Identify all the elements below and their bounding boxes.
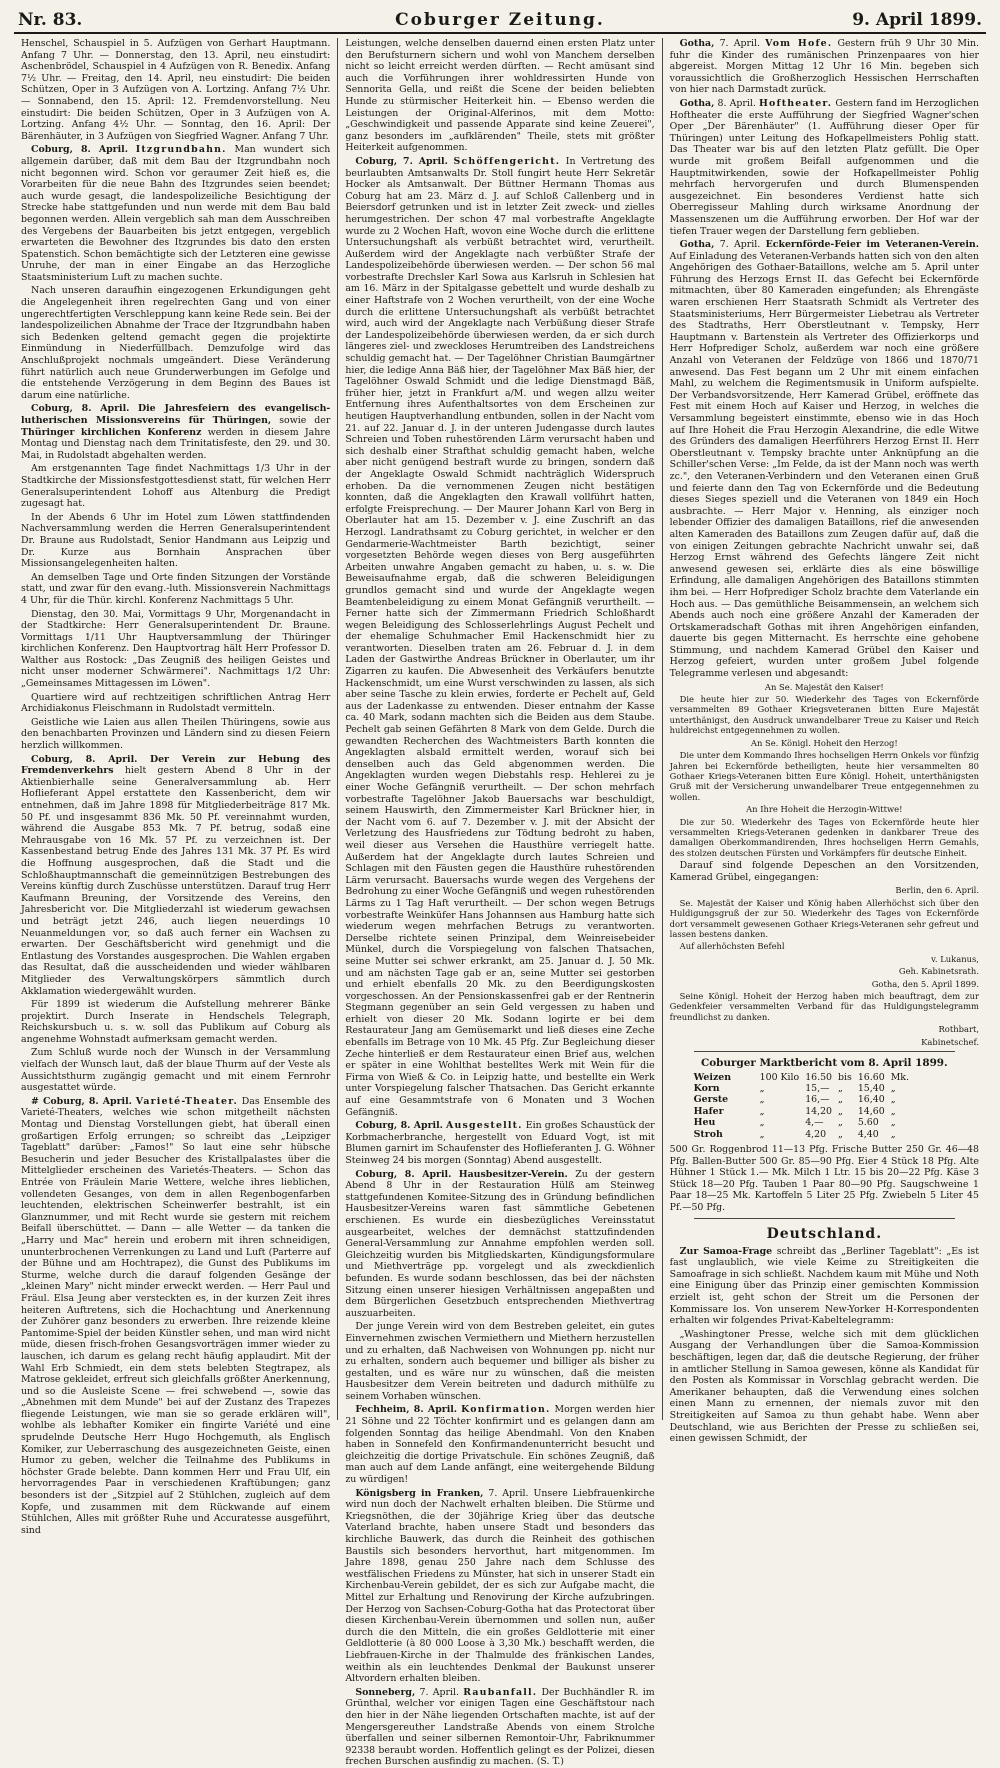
market-table <box>694 1072 915 1140</box>
article-source: (S. T.) <box>536 1756 564 1768</box>
market-cell: 4,— <box>805 1117 824 1129</box>
article-body: Morgen werden hier 21 Söhne und 22 Töchter konfirmirt und es gelangen dann am folgenden Sonntag das heilige Abendmahl. Von den Knaben haben in Sonnefeld den Konfirmandenunterricht besucht und gleichzeitig die dortige Privatschule. Ein schönes Zeugniß, daß man auch auf dem Lande anfängt, eine weitergehende Bildung zu würdigen! <box>345 1404 655 1486</box>
article-variete <box>21 1096 330 1537</box>
dateline: Coburg, 8. April. <box>31 403 130 415</box>
dispatch-signature: v. Lukanus, <box>931 953 979 964</box>
market-cell: „ <box>838 1117 843 1129</box>
article-body: Ein großes Schaustück der Korbmacherbranche, hergestellt von Eduard Vogt, ist mit Blumen garnirt im Schaufenster des Hoflieferanten J. G. Wöhner Steinweg 24 bis morgen (Sonntag) Abend ausgestellt. <box>345 1120 655 1166</box>
article-paragraph: Dienstag, den 30. Mai, Vormittags 9 Uhr, Morgenandacht in der Stadtkirche: Herr Generalsuperintendent Dr. Braune. Vormittags 1/11 Uhr Hauptversammlung der Thüringer kirchlichen Konferenz. Den Hauptvortrag hält Herr Professor D. Walther aus Rostock: „Das Zeugniß des heiligen Geistes und nicht unser moderner Schwärmerei". Nachmittags 1/2 Uhr: „Gemeinsames Mittagessen im Löwen". <box>21 608 331 690</box>
dateline: # Coburg, 8. April. <box>31 1095 132 1107</box>
market-cell: „ <box>759 1094 765 1106</box>
market-cell: 15,— <box>805 1083 830 1095</box>
dateline: Coburg, 8. April. <box>31 753 138 765</box>
market-cell: „ <box>759 1083 765 1095</box>
market-row <box>694 1094 915 1105</box>
article-fechheim <box>345 1404 654 1485</box>
newspaper-title: Coburger Zeitung. <box>395 10 605 30</box>
dispatch-signature-title: Geh. Kabinetsrath. <box>898 966 979 977</box>
dateline: Coburg, 8. April. <box>31 144 128 156</box>
dispatch-place: Berlin, den 6. April. <box>895 885 979 896</box>
article-variete-continued: Leistungen, welche denselben dauernd einen ersten Platz unter den Berufsturnern sichern und wohl von Manchem derselben nicht so leicht erreicht werden dürften. — Recht amüsant sind auch die Vorführungen ihrer wohldressirten Hunde von Sennorita Gella, und reißt die Scene der beiden beliebten Hunde zu stürmischer Heiterkeit hin. — Ebenso werden die Leistungen der Original-Alferinos, mit dem Motto: „Geschwindigkeit und passende Apparate sind keine Zeuerei", ganz besonders im „aufklärenden" Theile, stets mit größter Heiterkeit aufgenommen. <box>345 38 655 154</box>
article-paragraph: Am erstgenannten Tage findet Nachmittags 1/3 Uhr in der Stadtkirche der Missionsfestgottesdienst statt, für welchen Herr Generalsuperintendent Lohoff aus Altenburg die Predigt zugesagt hat. <box>21 463 331 510</box>
article-body: Gestern fand im Herzoglichen Hoftheater die erste Aufführung der Siegfried Wagner'schen Oper „Der Bärenhäuter" (1. Aufführung dieser Oper für Thüringen) unter Leitung des Hofkapellmeisters Pohlig statt. Das Theater war bis auf den letzten Platz gefüllt. Die Oper wurde mit großem Beifall aufgenommen und die Hauptmitwirkenden, sowie der Hofkapellmeister Pohlig mehrfach hervorgerufen und durch Blumenspenden ausgezeichnet. Ein besonderes Verdienst hatte sich Oberregisseur Mahling durch wirksame Anordnung der Massenszenen um die Aufführung erworben. Der Hof war der tiefen Trauer wegen der Darstellung fern geblieben. <box>669 97 980 237</box>
article-paragraph: Zum Schluß wurde noch der Wunsch in der Versammlung vielfach der Wunsch laut, daß der blaue Thurm auf der Veste als Aussichtsthurm zugängig gemacht und mit einem Fernrohr ausgestattet würde. <box>21 1047 331 1094</box>
market-cell: „ <box>890 1105 896 1117</box>
market-commodity: Weizen <box>693 1071 732 1083</box>
market-report-text: 500 Gr. Roggenbrod 11—13 Pfg. Frische Butter 250 Gr. 46—48 Pfg. Ballen-Butter 500 Gr. 85—90 Pfg. Eier 4 Stück 18 Pfg. Alte Hühner 1 Stück 1.— Mk. Milch 1 Ltr. 15 bis 20—22 Pfg. Käse 3 Stück 18—20 Pfg. Tauben 1 Paar 80—90 Pfg. Saugschweine 1 Paar 18—25 Mk. Kartoffeln 5 Liter 25 Pfg. Zwiebeln 5 Liter 45 Pf.—50 Pfg. <box>669 1144 979 1214</box>
telegram-recipient: An Se. Königl. Hoheit den Herzog! <box>750 737 898 748</box>
market-row <box>694 1129 915 1140</box>
market-row <box>694 1083 915 1094</box>
article-hoftheater <box>670 98 979 237</box>
headline: Raubanfall. <box>463 1686 538 1698</box>
article-ausgestellt <box>345 1120 654 1166</box>
market-cell: „ <box>759 1105 765 1117</box>
headline: Varieté-Theater. <box>135 1095 238 1107</box>
article-samoa <box>670 1246 979 1327</box>
market-cell: 100 Kilo <box>759 1071 800 1083</box>
market-cell: 16,40 <box>857 1094 885 1106</box>
issue-date: 9. April 1899. <box>852 10 982 30</box>
market-cell: „ <box>890 1083 896 1095</box>
telegram-text: Die heute hier zur 50. Wiederkehr des Tages von Eckernförde versammelten 89 Gothaer Kriegsveteranen bitten Eure Majestät unterthänigst, den Ausdruck unwandelbarer Treue zu Kaiser und Reich huldreichst entgegennehmen zu wollen. <box>669 694 979 736</box>
article-paragraph: Quartiere wird auf rechtzeitigen schriftlichen Antrag Herr Archidiakonus Fleischmann in Rudolstadt vermitteln. <box>21 691 331 715</box>
dispatch-place: Gotha, den 5. April 1899. <box>871 978 979 989</box>
article-paragraph: An demselben Tage und Orte finden Sitzungen der Vorstände statt, und zwar für den evang.-luth. Missionsverein Nachmittags 4 Uhr, für die Thür. kirchl. Konferenz Nachmittags 5 Uhr. <box>21 571 331 606</box>
article-paragraph: Der junge Verein wird von dem Bestreben geleitet, ein gutes Einvernehmen zwischen Vermiethern und Miethern herzustellen und zu erhalten, daß Nachweisen von Wohnungen pp. nicht nur zu erhalten, sondern auch bequemer und billiger als bisher zu gestalten, und es wäre nur zu wünschen, daß die meisten Hausbesitzer dem Verein beitreten und dadurch mithülfe zu seinem Vorhaben wünschen. <box>345 1321 655 1402</box>
market-cell: „ <box>890 1128 896 1140</box>
headline: Vom Hofe. <box>765 38 833 49</box>
dateline: Coburg, 7. April. <box>355 155 448 167</box>
market-cell: „ <box>759 1128 765 1140</box>
article-body: Auf Einladung des Veteranen-Verbands hatten sich von den alten Angehörigen des Gothaer-Bataillons, welche am 5. April unter Führung des Herzogs Ernst II. das Gefecht bei Eckernförde mitmachten, über 80 Kameraden eingefunden; als Ehrengäste waren erschienen Herr Staatsrath Schmidt als Vertreter des Staatsministeriums, Herr Bürgermeister Liebetrau als Vertreter des Stadtraths, Herr Oberstleutnant v. Tempsky, Herr Hauptmann v. Bartenstein als Vertreter des Offizierkorps und Herr Hofprediger Scholz, außerdem war noch eine größere Anzahl von Veteranen der Feldzüge von 1866 und 1870/71 anwesend. Das Fest begann um 2 Uhr mit einem einfachen Mahl, zu welchem die Regimentsmusik in Uniform aufspielte. Der Verbandsvorsitzende, Herr Kamerad Grübel, eröffnete das Fest mit einem Hoch auf Kaiser und Herzog, in welches die Versammlung begeistert einstimmte, ebenso wie in das Hoch auf Ihre Hoheit die Frau Herzogin Alexandrine, die edle Witwe des Gründers des damaligen Heerführers Herzog Ernst II. Herr Oberstleutnant v. Tempsky brachte unter Anknüpfung an die Schiller'schen Verse: „Im Felde, da ist der Mann noch was werth zc.", den Veteranen-Verbindern und den Veteranen einen Gruß und feierte dann den Tag von Eckernförde und die Bedeutung dieses Sieges speziell und die Veteranen von 1849 ein Hoch ausbrachte. — Herr Major v. Henning, als einziger noch lebender Offizier des damaligen Bataillons, rief die anwesenden alten Kameraden des Bataillons zum Zeugen dafür auf, daß die von einigen Zeitungen gebrachte Nachricht unwahr sei, daß Herzog Ernst während des Gefechts längere Zeit nicht anwesend gewesen sei, erklärte dies als eine böswillige Erfindung, alle damaligen Angehörigen des Bataillons stimmten ihm bei. — Herr Hofprediger Scholz brachte dem Vaterlande ein Hoch aus. — Das gemüthliche Beisammensein, an welchem sich Abends auch noch eine größere Anzahl der Kameraden der Ortskameradschaft Gothas mit ihren Angehörigen einfanden, dauerte bis gegen Mitternacht. Es herrschte eine gehobene Stimmung, und nachdem Kamerad Grübel den Kaiser und Herzog gefeiert, wurden unter großem Jubel folgende Telegramme verlesen und abgesandt: <box>669 250 979 680</box>
market-cell: „ <box>890 1117 896 1129</box>
article-body: hielt gestern Abend 8 Uhr in der Aktienbierhalle seine Generalversammlung ab. Herr Hoflieferant Appel erstattete den Kassenbericht, dem wir entnehmen, daß im Jahre 1898 für Mitgliederbeiträge 817 Mk. 50 Pf. und insgesammt 836 Mk. 50 Pf. vereinnahmt wurden, während die Ausgabe 853 Mk. 7 Pf. betrug, sodaß eine Mehrausgabe von 16 Mk. 57 Pf. zu verzeichnen ist. Der Kassenbestand betrug Ende des Jahres 131 Mk. 37 Pf. Es wird die Hoffnung ausgesprochen, daß die Stadt und die Schloßhauptmannschaft die gemeinnützigen Bestrebungen des Vereins künftig durch Zuschüsse unterstützen. Darauf trug Herr Kaufmann Breuning, der Vorsitzende des Vereins, den Jahresbericht vor. Die Mitgliederzahl ist wiederum gewachsen und beträgt jetzt 246, auch liegen neuerdings 10 Neuanmeldungen vor, so daß auch ferner ein Wachsen zu erwarten. Der Geschäftsbericht wird genehmigt und die Entlastung des Vorstandes ausgesprochen. Die Wahlen ergaben das Resultat, daß die ausscheidenden und wieder wählbaren Mitglieder des Verwaltungskörpers sämmtlich durch Akklamation wiedergewählt wurden. <box>21 765 331 997</box>
market-commodity: Stroh <box>693 1128 723 1140</box>
article-paragraph: Für 1899 ist wiederum die Aufstellung mehrerer Bänke projektirt. Durch Inserate in Hendschels Telegraph, Reichskursbuch u. s. w. soll das Publikum auf Coburg als angenehme Wohnstadt aufmerksam gemacht werden. <box>21 999 331 1045</box>
market-row <box>694 1072 915 1083</box>
headline: Schöffengericht. <box>453 155 561 167</box>
article-hausbesitzer <box>345 1169 654 1320</box>
dateline: Königsberg in Franken, <box>355 1487 484 1499</box>
divider <box>694 1051 955 1052</box>
market-cell: 4,40 <box>857 1128 879 1140</box>
dateline-date: 7. April. <box>419 1686 459 1698</box>
market-report-title: Coburger Marktbericht vom 8. April 1899. <box>700 1057 948 1070</box>
market-cell: 14,60 <box>857 1105 885 1117</box>
headline: Ausgestellt. <box>446 1120 523 1132</box>
dateline: Gotha, <box>679 97 715 109</box>
dispatch-text: Se. Majestät der Kaiser und König haben Allerhöchst sich über den Huldigungsgruß der zur 50. Wiederkehr des Tages von Eckernförde dort versammelt gewesenen Gothaer Kriegs-Veteranen sehr gefreut und lassen bestens danken. <box>669 897 979 939</box>
article-body: sowie der <box>279 415 331 426</box>
dateline-date: 8. April. <box>717 97 756 109</box>
dateline-date: 7. April. <box>488 1487 529 1499</box>
market-cell: 14,20 <box>805 1105 833 1117</box>
headline: Eckernförde-Feier im Veteranen-Verein. <box>765 239 980 251</box>
article-body: Zu der gestern Abend 8 Uhr in der Restauration Hülß am Steinweg stattgefundenen Komitee-Sitzung des in Gründung befindlichen Hausbesitzer-Vereins waren fast sämmtliche Gebetenen erschienen. Es wurde ein diesbezügliches Vereinsstatut ausgearbeitet, welches der demnächst stattzufindenden General-Versammlung zur Annahme empfohlen werden soll. Gleichzeitig wurden bis Mitgliedskarten, Kündigungsformulare und Miethverträge pp. vorgelegt und als zweckdienlich befunden. Es wurde sodann beschlossen, das bei der nächsten Sitzung einen unserer hiesigen Verhältnissen angepaßten und dem Bürgerlichen Gesetzbuch entsprechenden Miethvertrag auszuarbeiten. <box>345 1168 655 1319</box>
market-cell: bis <box>838 1071 852 1083</box>
masthead <box>14 6 986 34</box>
market-cell: „ <box>838 1128 843 1140</box>
market-cell: Mk. <box>890 1071 909 1083</box>
telegram-recipient: An Se. Majestät den Kaiser! <box>764 681 884 692</box>
market-cell: 16.50 <box>805 1071 833 1083</box>
section-title-deutschland: Deutschland. <box>766 1225 883 1242</box>
telegram-recipient: An Ihre Hoheit die Herzogin-Wittwe! <box>746 804 903 815</box>
article-paragraph: Geistliche wie Laien aus allen Theilen Thüringens, sowie aus den benachbarten Provinzen und Ländern sind zu diesen Feiern herzlich willkommen. <box>21 716 331 752</box>
dateline: Coburg, 8. April. <box>355 1168 452 1180</box>
headline: Hausbesitzer-Verein. <box>458 1168 568 1180</box>
article-body: Man wundert sich allgemein darüber, daß mit dem Bau der Itzgrundbahn noch nicht begonnen wird. Schon vor geraumer Zeit hieß es, die Vorarbeiten für die neue Bahn des Itzgrundes seien beendet; auch wurde gesagt, die landespolizeiliche Besichtigung der Strecke habe stattgefunden und nun werde mit dem Bau bald begonnen werden. Allein vergeblich sah man dem Ausschreiben des Vergebens der Bauarbeiten bis jetzt entgegen, vergeblich erwarteten die Bewohner des Itzgrundes bis dato den ersten Spatenstich. Schon bemächtigte sich der Letzteren eine gewisse Unruhe, der man in einer Eingabe an das Herzogliche Staatsministerium Luft zu machen suchte. <box>21 144 331 283</box>
market-commodity: Heu <box>693 1117 716 1129</box>
article-paragraph: Darauf sind folgende Depeschen an den Vorsitzenden, Kamerad Grübel, eingegangen: <box>669 860 979 883</box>
market-cell: 16,— <box>805 1094 830 1106</box>
article-paragraph: Nach unseren daraufhin eingezogenen Erkundigungen geht die Angelegenheit ihren regelrechten Gang und von einer ungerechtfertigten Verschleppung kann keine Rede sein. Bei der landespolizeilichen Abnahme der Trace der Itzgrundbahn haben sich Bedenken geltend gemacht gegen die projektirte Einmündung in Niederfüllbach. Demzufolge wird das Anschlußprojekt nochmals umgeändert. Diese Veränderung führt natürlich auch neue Grunderwerbungen im Gefolge und die entstehende Verzögerung in dem Beginn des Baues ist darum eine natürliche. <box>21 285 331 401</box>
article-vom-hofe <box>670 38 979 96</box>
dateline: Coburg, 8. April. <box>355 1120 443 1132</box>
telegram-text: Die zur 50. Wiederkehr des Tages von Eckernförde heute hier versammelten Kriegs-Veteranen gedenken in dankbarer Treue des damaligen Oberkommandirenden, Ihres hochseligen Herrn Gemahls, des stolzen deutschen Fürsten und Vorkämpfers für deutsche Einheit. <box>669 816 979 858</box>
article-paragraph: In der Abends 6 Uhr im Hotel zum Löwen stattfindenden Nachversammlung werden die Herren Generalsuperintendent Dr. Braune aus Rudolstadt, Senior Handmann aus Leipzig und Dr. Kurze aus Bornhain Ansprachen über Missionsangelegenheiten halten. <box>21 511 331 570</box>
article-body: Der Buchhändler R. im Grünthal, welcher vor einigen Tagen eine Geschäftstour nach den hier in der Nähe liegenden Ortschaften machte, ist auf der Mengersgereuther Landstraße Abends von einem Strolche überfallen und seiner silbernen Remontoir-Uhr, Fabriknummer 92338 beraubt worden. Hoffentlich gelingt es der Polizei, diesen frechen Burschen ausfindig zu machen. <box>345 1686 655 1768</box>
dispatch-subline: Auf allerhöchsten Befehl <box>679 941 785 952</box>
article-koenigsberg <box>345 1488 654 1685</box>
market-cell: „ <box>838 1083 843 1095</box>
telegram-text: Die unter dem Kommando Ihres hochseligen Herrn Onkels vor fünfzig Jahren bei Eckernförde betheiligten, heute hier versammelten 80 Gothaer Kriegs-Veteranen bitten Eure Königl. Hoheit, unterthänigsten Gruß mit der Versicherung unwandelbarer Treue entgegennehmen zu wollen. <box>669 750 979 802</box>
dateline: Fechheim, 8. April. <box>355 1404 458 1416</box>
headline: Der Verein zur Hebung des Fremdenverkehrs <box>21 753 331 777</box>
article-fremdenverkehr <box>21 754 330 997</box>
dateline: Gotha, <box>679 239 715 251</box>
dispatch-signature: Rothbart, <box>938 1024 979 1035</box>
columns <box>14 38 986 1768</box>
headline: Zur Samoa-Frage <box>679 1245 773 1257</box>
column-1 <box>14 38 337 1536</box>
article-missionsverein <box>21 403 330 461</box>
article-sonneberg <box>345 1687 654 1768</box>
column-2 <box>337 38 661 1768</box>
headline: Hoftheater. <box>759 97 833 109</box>
market-row <box>694 1106 915 1117</box>
dispatch-text: Seine Königl. Hoheit der Herzog haben mich beauftragt, dem zur Gedenkfeier versammelten Verband für das Huldigungstelegramm freundlichst zu danken. <box>669 991 979 1022</box>
article-body: In Vertretung des beurlaubten Amtsanwalts Dr. Stoll fungirt heute Herr Sekretär Hocker als Amtsanwalt. Der Büttner Hermann Thomas aus Coburg hat am 23. März d. J. auf Schloß Callenberg und in Beiersdorf getrunken und ist in letzter Zeit zweck- und zielles herumgestrichen. Der schon 47 mal vorbestrafte Angeklagte wurde zu 2 Wochen Haft, wovon eine Woche durch die erlittene Untersuchungshaft als verbüßt betrachtet wird, verurtheilt. Außerdem wird der Angeklagte nach verbüßter Strafe der Landespolizeibehörde überwiesen werden. — Der schon 56 mal vorbestrafte Drechsler Karl Sowa aus Karlsruh in Schlesien hat am 16. März in der Spitalgasse gebettelt und wurde deshalb zu einer Haftstrafe von 2 Wochen verurtheilt, von der eine Woche durch die erlittene Untersuchungshaft als verbüßt betrachtet wird, auch wird der Angeklagte nach Verbüßung dieser Strafe der Landespolizeibehörde überwiesen werden, da er sich durch längeres ziel- und zweckloses Herumtreiben des Landstreichens schuldig gemacht hat. — Der Tagelöhner Christian Baumgärtner hier, die ledige Anna Bäß hier, der Tagelöhner Max Bäß hier, der Tagelöhner Oswald Schmidt und die ledige Dienstmagd Bäß, früher hier, jetzt in Frankfurt a/M. und wegen allzu weiter Entfernung ihres Aufenthaltsortes von dem Erscheinen zur heutigen Hauptverhandlung entbunden, sollen in der Nacht vom 21. auf 22. Januar d. J. in der unteren Judengasse durch lautes Schreien und Toben ruhestörenden Lärm verursacht haben und sich deshalb einer Strafthat schuldig gemacht haben, welche aber nicht genügend bestraft wurde zu bringen, sondern daß der Angeklagte Oswald Schmidt nachträglich Widerspruch erhoben. Da die vernommenen Zeugen nicht bestätigen konnten, daß die Angeklagten den Krawall vollführt hatten, erfolgte Freisprechung. — Der Maurer Johann Karl von Berg in Oberlauter hat am 15. Dezember v. J. eine Zuschrift an das Herzogl. Landrathsamt zu Coburg gerichtet, in welcher er den Gendarmerie-Wachtmeister Barth bezichtigt, seiner vorgesetzten Behörde wegen dieses von Berg ausgeführten Arbeiten unwahre Angaben gemacht zu haben, u. s. w. Die Beweisaufnahme ergab, daß die schweren Beleidigungen grundlos gemacht sind und wurde der Angeklagte wegen Beamtenbeleidigung zu einem Monat Gefängniß verurtheilt. — Ferner hatte sich der Zimmermann Friedrich Schloßhardt wegen Beleidigung des Schlosserlehrlings August Pechelt und der ehemalige Schuhmacher Emil Hackenschmidt hier zu verantworten. Dieselben traten am 26. Februar d. J. in dem Laden der Gastwirthe Andreas Brückner in Oberlauter, um ihr Zigarren zu kaufen. Die Abwesenheit des Verkäufers benutzte Hackenschmidt, um eine Wurst verschwinden zu lassen, als sich aber seine Tasche zu klein erwies, forderte er Pechelt auf, Geld aus der Ladenkasse zu entwenden. Dieser entnahm der Kasse ca. 40 Mark, sodann machten sich die Beiden aus dem Staube. Pechelt gab seinen Gefährten 8 Mark von dem Gelde. Durch die gewandten Recherchen des Wachtmeisters Barth konnten die Angeklagten alsbald ermittelt werden, worauf sich bei denselben auch das Geld abgenommen werden. Die Angeklagten wurden wegen Diebstahls resp. Hehlerei zu je einer Woche Gefängniß verurtheilt. — Der schon mehrfach vorbestrafte Tagelöhner Jakob Bauersachs war beschuldigt, seinem Hauswirth, den Zimmermeister Karl Brückner hier, in der Nacht vom 6. auf 7. Dezember v. J. mit der Absicht der Verletzung des Hausfriedens zur Tödtung bedroht zu haben, weil dieser aus Versehen die Hausthüre verriegelt hatte. Außerdem hat der Angeklagte durch lautes Schreien und Schlagen mit den Fäusten gegen die Hausthüre ruhestörenden Lärm verursacht. Bauersachs wurde wegen des Vergehens der Bedrohung zu einer Woche Gefängniß und wegen ruhestörenden Lärms zu 1 Tag Haft verurtheilt. — Der schon wegen Betrugs vorbestrafte Weinküfer Hans Johannsen aus Hamburg hatte sich wiederum wegen mehrfachen Betrugs zu verantworten. Derselbe richtete seinen Prinzipal, dem Weinreisebeider Münkel, durch die Vorspiegelung von falschen Thatsachen, seine Mutter sei schwer erkrankt, am 25. Januar d. J. 50 Mk. und am nächsten Tage gab er an, seine Mutter sei gestorben und erhielt ebenfalls 20 Mk. zu den Beerdigungskosten vorgeschossen. An der Pensionskassenfrei gab er der Rentnerin Stegmann gegenüber an sein Geld vergessen zu haben und erhielt von dieser 20 Mk. Sodann logirte er bei dem Restaurateur Jang am Gemüsemarkt und ließ dieses eine Zeche ebenfalls im Betrage von 10 Mk. 45 Pfg. Zur Begleichung dieser Zeche hinterließ er dem Restaurateur einen Brief aus, welchen er später in eine Wohlthat bestelltes Werk mit Wein für die Firma von Wieß & Co. in Leipzig hatte, und bestellte ein Werk unter Vorspiegelung falscher Thatsachen. Das Gericht erkannte auf eine Gesammtstrafe von 6 Monaten und 3 Wochen Gefängniß. <box>345 155 655 1118</box>
market-cell: „ <box>838 1105 843 1117</box>
dateline: Gotha, <box>679 38 715 49</box>
article-eckernfoerde <box>670 239 979 680</box>
market-cell: 4,20 <box>805 1128 827 1140</box>
column-3 <box>662 38 986 1445</box>
dispatch-signature-title: Kabinetschef. <box>921 1036 979 1047</box>
divider <box>694 1218 955 1219</box>
article-body: Unsere Liebfrauenkirche wird nun doch der Nachwelt erhalten bleiben. Die Stürme und Kriegsnöthen, die der 30jährige Krieg über das deutsche Vaterland brachte, haben unsere Stadt und besonders das kirchliche Bauwerk, das durch die Reinheit des gothischen Baustils sich besonders hervorthut, hart mitgenommen. Im Jahre 1898, genau 250 Jahre nach dem Schlusse des westfälischen Friedens zu Münster, hat sich in unserer Stadt ein Kirchenbau-Verein gebildet, der es sich zur Aufgabe macht, die Mittel zur Erhaltung und Renovirung der Kirche aufzubringen. Der Herzog von Sachsen-Coburg-Gotha hat das Protectorat über diesen Kirchenbau-Verein übernommen und sollen nun, außer durch die den Mitteln, die ein großes Geldlotterie mit einer Geldlotterie (à 80 000 Loose à 3,30 Mk.) beschafft werden, die Liebfrauen-Kirche in der Thalmulde des fränkischen Landes, weithin als ein leuchtendes Denkmal der Baukunst unserer Altvordern erhalten bleiben. <box>345 1487 655 1685</box>
market-cell: „ <box>759 1117 765 1129</box>
headline: Itzgrundbahn. <box>135 144 227 156</box>
headline: Konfirmation. <box>461 1404 551 1416</box>
dateline-date: 7. April. <box>719 38 760 49</box>
issue-number: Nr. 83. <box>18 10 83 30</box>
article-paragraph: „Washingtoner Presse, welche sich mit dem glücklichen Ausgang der Verhandlungen über die Samoa-Kommission beschäftigen, legen dar, daß die deutsche Regierung, der früher in amtlicher Stellung in Samoa gewesen, könne als Kandidat für den Posten als Kommissar in Vorschlag gebracht werden. Die Amerikaner behaupten, daß die Verwendung eines solchen einen Mann zu ernennen, der niemals zuvor mit den Streitigkeiten auf Samoa zu thun gehabt habe. Wenn aber Deutschland, wie aus Berichten der Presse zu schließen sei, einen gewissen Schmidt, der <box>669 1328 979 1445</box>
dateline-date: 7. April. <box>719 239 761 251</box>
headline: Die Jahresfeiern des evangelisch-lutherischen Missionsvereins für Thüringen, <box>21 403 331 426</box>
article-theater-schedule: Henschel, Schauspiel in 5. Aufzügen von Gerhart Hauptmann. Anfang 7 Uhr. — Donnerstag, den 13. April, neu einstudirt: Aschenbrödel, Schauspiel in 4 Aufzügen von R. Benedix. Anfang 7½ Uhr. — Freitag, den 14. April, neu einstudirt: Die beiden Schützen, Oper in 3 Aufzügen von A. Lortzing. Anfang 7½ Uhr. — Sonnabend, den 15. April: 12. Fremdenvorstellung. Neu einstudirt: Die beiden Schützen, Oper in 3 Aufzügen von A. Lortzing. Anfang 4½ Uhr. — Sonntag, den 16. April: Der Bärenhäuter, in 3 Aufzügen von Siegfried Wagner. Anfang 7 Uhr. <box>21 38 331 142</box>
market-cell: „ <box>838 1094 843 1106</box>
article-body: werden in diesem Jahre Montag und Dienstag nach dem Trinitatisfeste, den 29. und 30. Mai, in Rudolstadt abgehalten werden. <box>21 426 331 461</box>
market-table-body <box>694 1072 915 1140</box>
market-cell: „ <box>890 1094 896 1106</box>
article-body: Das Ensemble des Varieté-Theaters, welches wie schon mitgetheilt nächsten Montag und Dienstag Vorstellungen giebt, hat überall einen großartigen Erfolg errungen; so schreibt das „Leipziger Tageblatt" darüber: „Famos!" So laut eine sehr hübsche Besucherin und jeder Besucher des Kristallpalastes über die Mittelglieder erscheinen des Varietés-Theaters. — Schon das Entrée von Fräulein Marie Wettere, welche ihres lieblichen, vollendeten Gesanges, von dem in allen Regenbogenfarben leuchtenden, elektrischen Scheinwerfer bestrahlt, ist ein Glanznummer, und mit Recht wurde sie gestern mit reichem Beifall überschüttet. — Dann — alle Wetter — da tanken die „Harry und Mac" herein und erobern mit ihren schneidigen, ununterbrochenen Verrenkungen zu Land und Luft (Parterre auf der Bühne und am Hochtrapez), die Gunst des Publikums im Sturme, welche durch die darauf folgenden Gesänge der „kleinen Mary" nicht minder erweckt werden. — Herr Paul und Fräul. Elsa Jeung aber versteckten es, in der kurzen Zeit ihres heiteren Auftretens, sich die Hochachtung und Anerkennung der Zuhörer ganz besonders zu erwerben. Ihre reizende kleine Pantomime-Spiel der beiden Künstler sehen, und man wird nicht müde, diesen frisch-frohen Gesangsvorträgen immer wieder zu lauschen, ich darum es gelang recht häufig applaudirt. Mit der Wahl Erb Schmiedt, ein dem stets belebten Stegtrapez, als Matrose gekleidet, erfreut sich gleichfalls größter Anerkennung, und so die Ausleiste Scene — frei schwebend —, sowie das „Abnehmen mit dem Munde" bei auf der Zustanz des Trapezes fliegende Leistungen, wie man sie so gerade erklären will", wohlbe als lebhafter Komiker ein fingirte Variété und eine sprudelnde Deutsche Herr Hugo Hochgemuth, als Englisch Komiker, zur Ueberraschung des ausgezeichneten Geiste, einen Humor zu geben, welcher die Teilnahme des Publikums in höchster Grade belebte. Dann kommen Herr und Frau Ulf, ein hervorragendes Paar in verschiedenen Kraftübungen; ganz besonders ist der „Sitzpiel auf 2 Stühlchen, zugleich auf dem Kopfe, und zusammen mit dem Rückwande auf einem Stühlchen, Alles mit größter Ruhe und Accuratesse ausgeführt, sind <box>21 1095 331 1536</box>
market-commodity: Hafer <box>693 1105 724 1117</box>
market-cell: 5.60 <box>857 1117 879 1129</box>
market-commodity: Korn <box>693 1083 720 1095</box>
market-cell: 15,40 <box>857 1083 885 1095</box>
market-commodity: Gerste <box>693 1094 729 1106</box>
article-schoeffengericht <box>345 156 654 1118</box>
article-itzgrundbahn <box>21 144 330 283</box>
dateline: Sonneberg, <box>355 1686 416 1698</box>
headline: Thüringer kirchlichen Konferenz <box>21 426 202 438</box>
market-cell: 16.60 <box>857 1071 885 1083</box>
article-body: Gestern früh 9 Uhr 30 Min. fuhr die Kinder des rumänischen Prinzenpaares von hier abgereist. Morgen Mittag 12 Uhr 16 Min. begeben sich voraussichtlich die Großherzoglich Hessischen Herrschaften von hier nach Darmstadt zurück. <box>669 38 979 96</box>
market-row <box>694 1117 915 1128</box>
article-body: schreibt das „Berliner Tageblatt": „Es ist fast unglaublich, wie viele Keime zu Streitigkeiten die Samoafrage in sich schließt. Nachdem kaum mit Mühe und Noth eine Einigung über das Prinzip einer gemischten Kommission erzielt ist, geht schon der Streit um die Personen der Kommissare los. Von unserem New-Yorker H-Korrespondenten erhalten wir folgendes Privat-Kabeltelegramm: <box>669 1245 979 1327</box>
